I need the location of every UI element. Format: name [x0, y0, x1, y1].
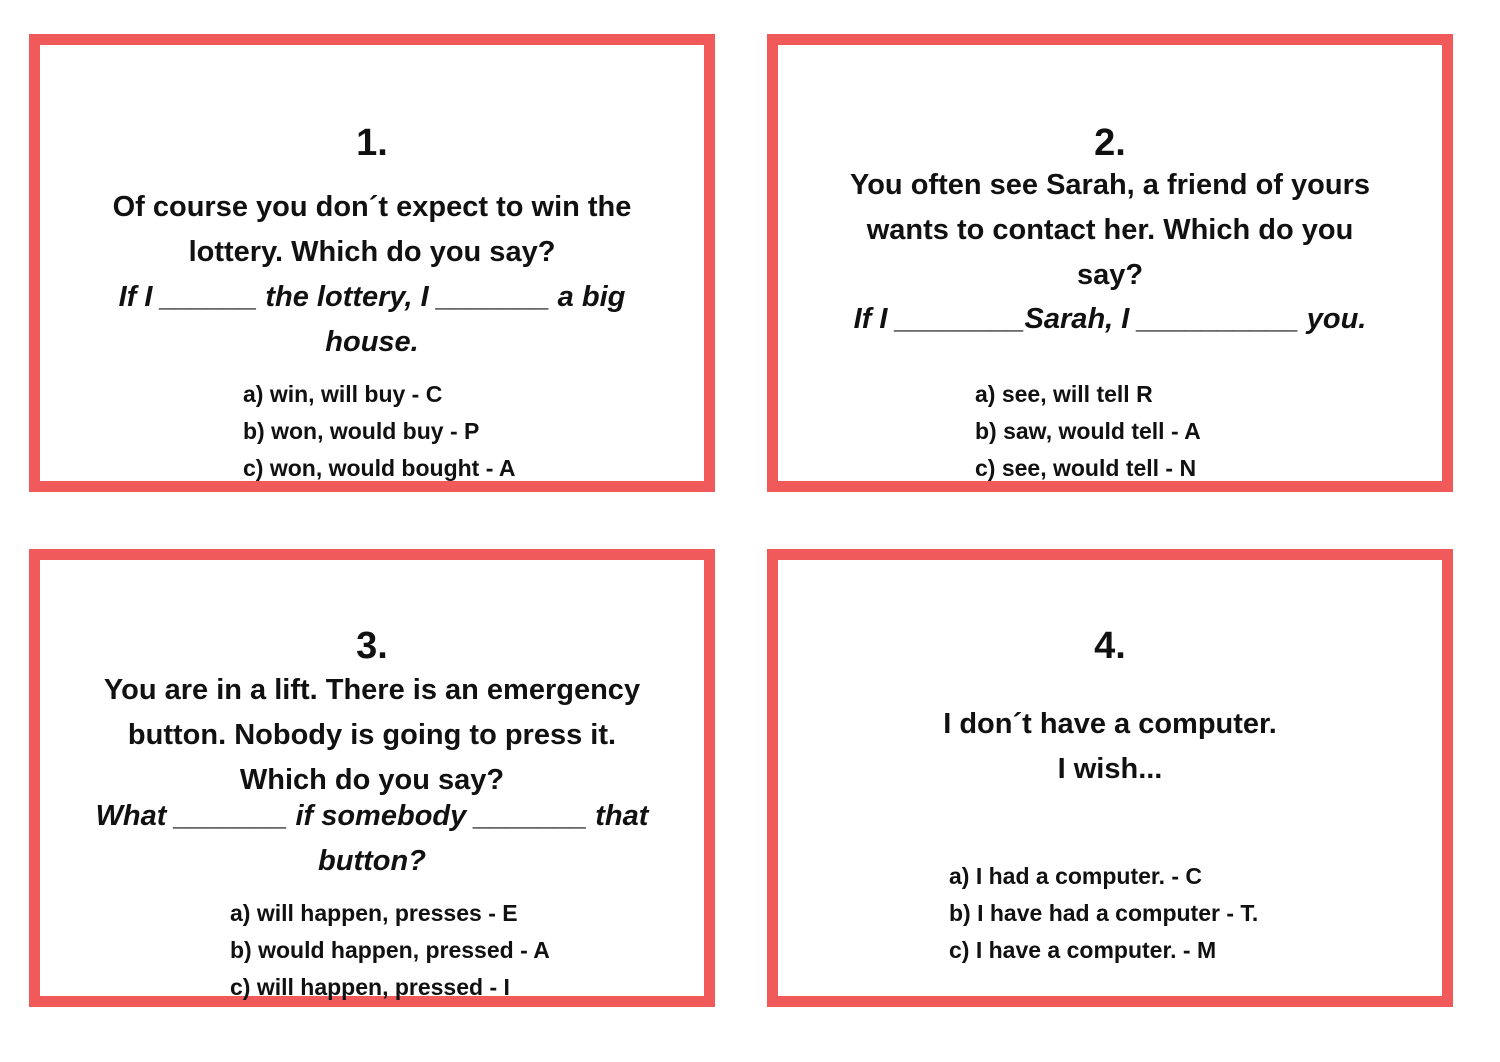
answer-option-b: b) saw, would tell - A — [975, 418, 1201, 444]
answer-option-a: a) see, will tell R — [975, 381, 1153, 407]
answer-option-a: a) will happen, presses - E — [230, 900, 518, 926]
prompt-line: You are in a lift. There is an emergency — [103, 674, 641, 706]
card-prompt — [80, 668, 664, 803]
quiz-card-3 — [29, 549, 715, 1007]
answer-option-c: c) won, would bought - A — [243, 455, 516, 481]
card-prompt — [808, 163, 1412, 298]
answer-option-a: a) win, will buy - C — [243, 381, 443, 407]
card-number: 1. — [356, 122, 388, 164]
prompt-line: You often see Sarah, a friend of yours — [850, 169, 1370, 201]
prompt-line: I don´t have a computer. — [943, 708, 1277, 740]
answer-option-b: b) would happen, pressed - A — [230, 937, 550, 963]
prompt-line: I wish... — [1057, 753, 1163, 785]
fill-in-sentence — [798, 297, 1422, 342]
sentence-line: If I ______ the lottery, I _______ a big — [118, 281, 626, 313]
prompt-line: Which do you say? — [239, 764, 505, 796]
fill-in-sentence — [50, 794, 694, 884]
quiz-card-1 — [29, 34, 715, 492]
prompt-line: lottery. Which do you say? — [188, 236, 556, 268]
sentence-line: button? — [318, 845, 426, 877]
card-number: 4. — [1094, 625, 1126, 667]
prompt-line: say? — [1076, 259, 1144, 291]
card-number: 3. — [356, 625, 388, 667]
answer-options — [230, 895, 550, 1006]
answer-options — [975, 376, 1201, 487]
quiz-card-2 — [767, 34, 1453, 492]
fill-in-sentence — [60, 275, 684, 365]
card-number: 2. — [1094, 122, 1126, 164]
answer-options — [949, 858, 1258, 969]
answer-option-b: b) won, would buy - P — [243, 418, 480, 444]
prompt-line: Of course you don´t expect to win the — [112, 191, 632, 223]
answer-option-a: a) I had a computer. - C — [949, 863, 1203, 889]
sentence-line: If I ________Sarah, I __________ you. — [853, 303, 1367, 335]
answer-option-c: c) will happen, pressed - I — [230, 974, 510, 1000]
answer-option-c: c) see, would tell - N — [975, 455, 1197, 481]
quiz-card-4 — [767, 549, 1453, 1007]
prompt-line: wants to contact her. Which do you — [866, 214, 1354, 246]
answer-option-b: b) I have had a computer - T. — [949, 900, 1259, 926]
answer-options — [243, 376, 516, 487]
answer-option-c: c) I have a computer. - M — [949, 937, 1217, 963]
card-prompt — [80, 185, 664, 275]
sentence-line: What _______ if somebody _______ that — [95, 800, 649, 832]
sentence-line: house. — [325, 326, 419, 358]
prompt-line: button. Nobody is going to press it. — [127, 719, 617, 751]
card-prompt — [818, 702, 1402, 792]
